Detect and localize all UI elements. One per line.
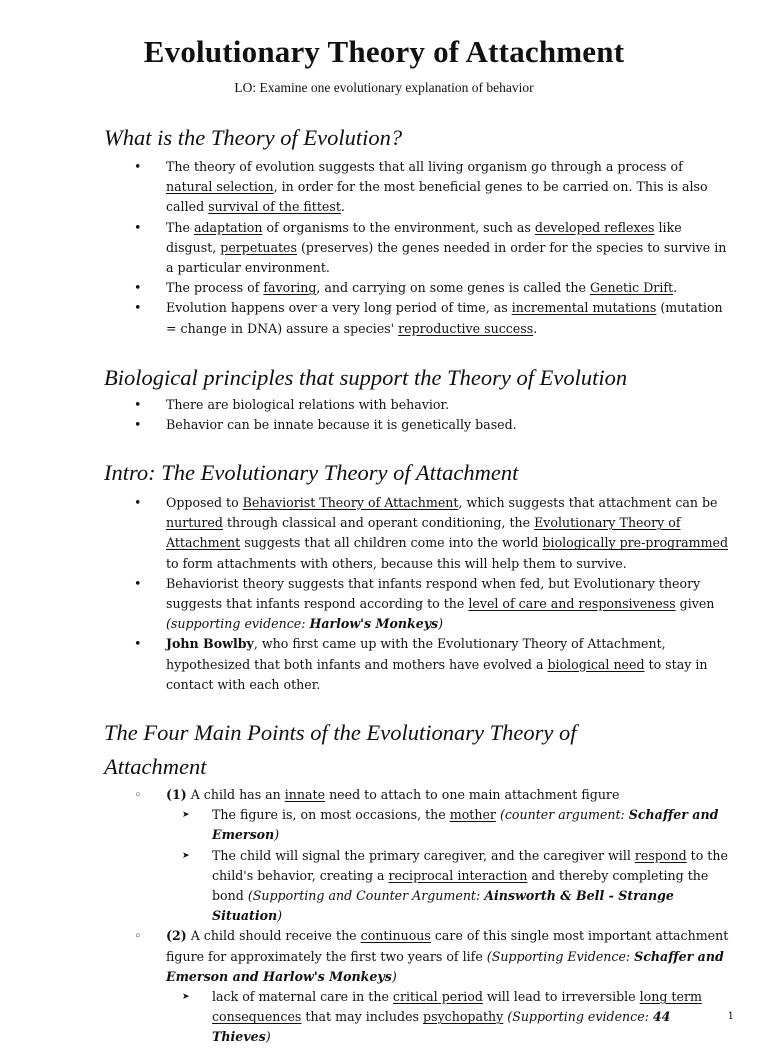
circle-bullet-icon: ◦ — [134, 928, 142, 944]
list-item: ➤ lack of maternal care in the critical period will lead to irreversible long term consequences that may includes psychopathy (Supporting evidence: 44 Thieves) — [182, 989, 702, 1045]
bullet-icon: • — [134, 280, 142, 296]
bullet-icon: • — [134, 219, 142, 235]
list-item: • Behaviorist theory suggests that infants respond when fed, but Evolutionary theory suggests that infants respond according to the level of care and responsiveness given (supporting evidence: Harlow's Monkeys) — [134, 575, 715, 632]
arrow-bullet-icon: ➤ — [182, 810, 190, 821]
list-four-main-points — [0, 785, 768, 1048]
list-item: • John Bowlby, who first came up with the Evolutionary Theory of Attachment, hypothesized that both infants and mothers have evolved a biological need to stay in contact with each other. — [134, 636, 708, 692]
list-item: • Behavior can be innate because it is genetically based. — [0, 415, 768, 435]
page-number: 1 — [727, 1011, 734, 1022]
arrow-bullet-icon: ➤ — [182, 992, 190, 1003]
list-item: ◦ (2) A child should receive the continuous care of this single most important attachment figure for approximately the first two years of life (Supporting Evidence: Schaffer and Emerson and Harlow's Monkeys) — [134, 928, 729, 984]
list-item: • Opposed to Behaviorist Theory of Attachment, which suggests that attachment can be nurtured through classical and operant conditioning, the Evolutionary Theory of Attachment suggests that all children come into the world biologically pre-programmed to form attachments with others, because this will help them to survive. — [134, 495, 729, 571]
bullet-icon: • — [134, 300, 142, 316]
bullet-icon: • — [134, 575, 142, 591]
list-item: ➤ The child will signal the primary caregiver, and the caregiver will respond to the child's behavior, creating a reciprocal interaction and thereby completing the bond (Supporting and Counter Argument: Ainsworth & Bell - Strange Situation) — [182, 847, 728, 924]
list-item: • Evolution happens over a very long period of time, as incremental mutations (mutation = change in DNA) assure a species' reproductive success. — [134, 300, 723, 336]
list-biological-principles — [0, 395, 768, 435]
section-heading-intro: Intro: The Evolutionary Theory of Attachment — [104, 460, 519, 485]
learning-objective: LO: Examine one evolutionary explanation of behavior — [234, 80, 534, 95]
section-heading-theory-of-evolution: What is the Theory of Evolution? — [104, 125, 403, 150]
bullet-icon: • — [134, 636, 142, 652]
circle-bullet-icon: ◦ — [134, 787, 142, 802]
list-item: • The adaptation of organisms to the environment, such as developed reflexes like disgust, perpetuates (preserves) the genes needed in order for the species to survive in a particular environment. — [134, 219, 727, 276]
document-title: Evolutionary Theory of Attachment — [143, 34, 625, 69]
list-item: ◦ (1) A child has an innate need to attach to one main attachment figure — [0, 785, 768, 805]
list-item: • The process of favoring, and carrying on some genes is called the Genetic Drift. — [0, 278, 768, 298]
list-intro — [0, 493, 768, 695]
section-heading-four-main-points: The Four Main Points of the Evolutionary Theory of Attachment — [104, 720, 577, 779]
bullet-icon: • — [134, 397, 142, 412]
list-theory-of-evolution — [0, 157, 768, 339]
list-item: • The theory of evolution suggests that all living organism go through a process of natural selection, in order for the most beneficial genes to be carried on. This is also called survival of the fittest. — [134, 159, 708, 215]
bullet-icon: • — [134, 417, 142, 433]
bullet-icon: • — [134, 159, 142, 174]
list-item: • There are biological relations with behavior. — [0, 395, 768, 415]
section-heading-biological-principles: Biological principles that support the Theory of Evolution — [104, 365, 628, 390]
arrow-bullet-icon: ➤ — [182, 850, 190, 861]
bullet-icon: • — [134, 495, 142, 510]
list-item: ➤ The figure is, on most occasions, the mother (counter argument: Schaffer and Emerson) — [182, 807, 719, 843]
